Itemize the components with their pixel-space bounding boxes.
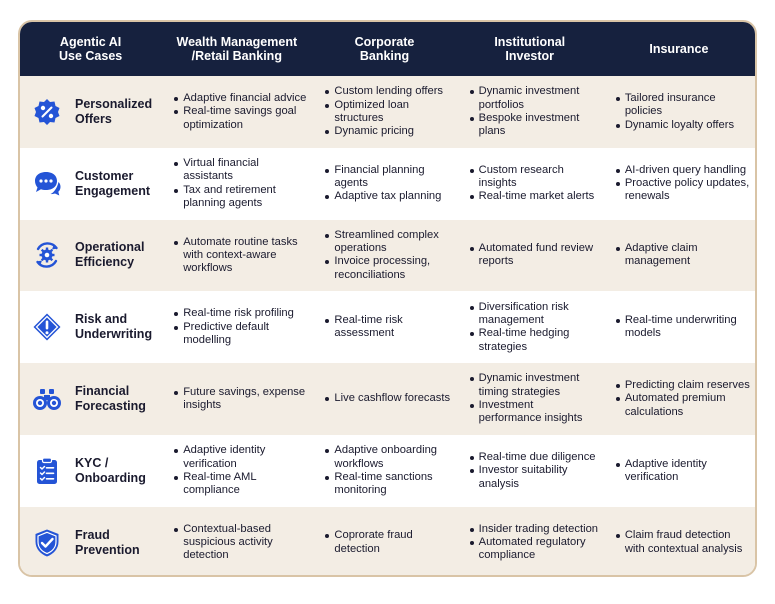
header-use-cases: Agentic AI Use Cases [58, 35, 123, 63]
list-item: Optimized loan structures [324, 99, 452, 126]
table-row [20, 363, 755, 435]
list-item: Adaptive tax planning [324, 190, 452, 203]
institutional-cell [457, 291, 603, 363]
bullet-list [173, 386, 308, 413]
bullet-list [469, 372, 599, 425]
shield-check-icon [32, 528, 62, 558]
gear-cycle-icon [32, 240, 62, 270]
bullet-list [469, 85, 599, 138]
list-item: Real-time AML compliance [173, 471, 308, 498]
bullet-list [615, 458, 751, 485]
institutional-cell [457, 435, 603, 507]
insurance-cell [603, 363, 755, 435]
list-item: Adaptive identity verification [615, 458, 751, 485]
wealth-cell [161, 76, 312, 148]
bullet-list [615, 242, 751, 269]
bullet-list [173, 444, 308, 497]
insurance-cell [603, 220, 755, 292]
bullet-list [615, 164, 751, 204]
table-body [20, 76, 755, 577]
table-row [20, 507, 755, 577]
list-item: Streamlined complex operations [324, 229, 452, 256]
bullet-list [324, 164, 452, 204]
list-item: Adaptive identity verification [173, 444, 308, 471]
bullet-list [615, 529, 751, 556]
corporate-cell [312, 507, 456, 577]
use-case-cell [20, 291, 161, 363]
use-case-label: Personalized Offers [75, 96, 153, 126]
use-case-label: KYC / Onboarding [75, 455, 146, 485]
header-insurance: Insurance [649, 42, 709, 56]
bullet-list [173, 92, 308, 132]
list-item: Proactive policy updates, renewals [615, 177, 751, 204]
list-item: Real-time sanctions monitoring [324, 471, 452, 498]
list-item: Automated regulatory compliance [469, 536, 599, 563]
corporate-cell [312, 76, 456, 148]
header-wealth: Wealth Management /Retail Banking [176, 35, 298, 63]
corporate-cell [312, 435, 456, 507]
institutional-cell [457, 220, 603, 292]
header-institutional: Institutional Investor [494, 35, 566, 63]
list-item: Investment performance insights [469, 399, 599, 426]
insurance-cell [603, 291, 755, 363]
use-case-label: Risk and Underwriting [75, 312, 153, 342]
corporate-cell [312, 148, 456, 220]
institutional-cell [457, 507, 603, 577]
institutional-cell [457, 363, 603, 435]
wealth-cell [161, 507, 312, 577]
wealth-cell [161, 220, 312, 292]
bullet-list [173, 307, 308, 347]
use-case-cell [20, 220, 161, 292]
list-item: Automate routine tasks with context-aware workflows [173, 236, 308, 276]
list-item: Real-time savings goal optimization [173, 105, 308, 132]
use-case-table [18, 20, 757, 577]
wealth-cell [161, 291, 312, 363]
corporate-cell [312, 363, 456, 435]
list-item: Real-time hedging strategies [469, 327, 599, 354]
percent-badge-icon [32, 97, 62, 127]
list-item: Virtual financial assistants [173, 157, 308, 184]
clipboard-checklist-icon [32, 456, 62, 486]
list-item: Predictive default modelling [173, 321, 308, 348]
warning-diamond-icon [32, 312, 62, 342]
bullet-list [324, 314, 452, 341]
wealth-cell [161, 148, 312, 220]
list-item: Real-time due diligence [469, 451, 599, 464]
list-item: Future savings, expense insights [173, 386, 308, 413]
insurance-cell [603, 435, 755, 507]
chat-bubbles-icon [32, 169, 62, 199]
list-item: Adaptive financial advice [173, 92, 308, 105]
insurance-cell [603, 148, 755, 220]
institutional-cell [457, 148, 603, 220]
use-case-label: Fraud Prevention [75, 527, 140, 557]
list-item: Real-time market alerts [469, 190, 599, 203]
bullet-list [469, 523, 599, 563]
bullet-list [173, 236, 308, 276]
use-case-cell [20, 435, 161, 507]
institutional-cell [457, 76, 603, 148]
use-case-label: Financial Forecasting [75, 384, 146, 414]
bullet-list [615, 92, 751, 132]
use-case-cell [20, 507, 161, 577]
wealth-cell [161, 363, 312, 435]
table-row [20, 435, 755, 507]
bullet-list [173, 157, 308, 210]
bullet-list [615, 379, 751, 419]
bullet-list [469, 164, 599, 204]
list-item: Custom research insights [469, 164, 599, 191]
list-item: Dynamic loyalty offers [615, 119, 751, 132]
list-item: Real-time risk profiling [173, 307, 308, 320]
bullet-list [324, 392, 450, 405]
bullet-list [615, 314, 751, 341]
bullet-list [469, 242, 599, 269]
list-item: Diversification risk management [469, 301, 599, 328]
list-item: Tax and retirement planning agents [173, 184, 308, 211]
list-item: AI-driven query handling [615, 164, 751, 177]
corporate-cell [312, 291, 456, 363]
list-item: Claim fraud detection with contextual analysis [615, 529, 751, 556]
list-item: Custom lending offers [324, 85, 452, 98]
use-case-label: Operational Efficiency [75, 240, 145, 270]
table-row [20, 220, 755, 292]
bullet-list [324, 85, 452, 138]
list-item: Contextual-based suspicious activity detection [173, 523, 308, 563]
list-item: Real-time underwriting models [615, 314, 751, 341]
list-item: Adaptive onboarding workflows [324, 444, 452, 471]
list-item: Dynamic pricing [324, 125, 452, 138]
insurance-cell [603, 507, 755, 577]
list-item: Adaptive claim management [615, 242, 751, 269]
bullet-list [324, 229, 452, 282]
list-item: Dynamic investment portfolios [469, 85, 599, 112]
list-item: Invoice processing, reconciliations [324, 255, 452, 282]
list-item: Tailored insurance policies [615, 92, 751, 119]
list-item: Dynamic investment timing strategies [469, 372, 599, 399]
bullet-list [469, 301, 599, 354]
wealth-cell [161, 435, 312, 507]
list-item: Insider trading detection [469, 523, 599, 536]
list-item: Predicting claim reserves [615, 379, 751, 392]
use-case-cell [20, 148, 161, 220]
header-corporate: Corporate Banking [354, 35, 415, 63]
list-item: Real-time risk assessment [324, 314, 452, 341]
use-case-cell [20, 76, 161, 148]
list-item: Automated fund review reports [469, 242, 599, 269]
binoculars-icon [32, 384, 62, 414]
table-header [20, 22, 755, 76]
list-item: Bespoke investment plans [469, 112, 599, 139]
table-row [20, 148, 755, 220]
list-item: Live cashflow forecasts [324, 392, 450, 405]
table-row [20, 76, 755, 148]
list-item: Coprorate fraud detection [324, 529, 452, 556]
bullet-list [469, 451, 599, 491]
bullet-list [173, 523, 308, 563]
list-item: Investor suitability analysis [469, 464, 599, 491]
corporate-cell [312, 220, 456, 292]
use-case-cell [20, 363, 161, 435]
table-row [20, 291, 755, 363]
insurance-cell [603, 76, 755, 148]
list-item: Automated premium calculations [615, 392, 751, 419]
use-case-label: Customer Engagement [75, 168, 151, 198]
bullet-list [324, 529, 452, 556]
bullet-list [324, 444, 452, 497]
list-item: Financial planning agents [324, 164, 452, 191]
